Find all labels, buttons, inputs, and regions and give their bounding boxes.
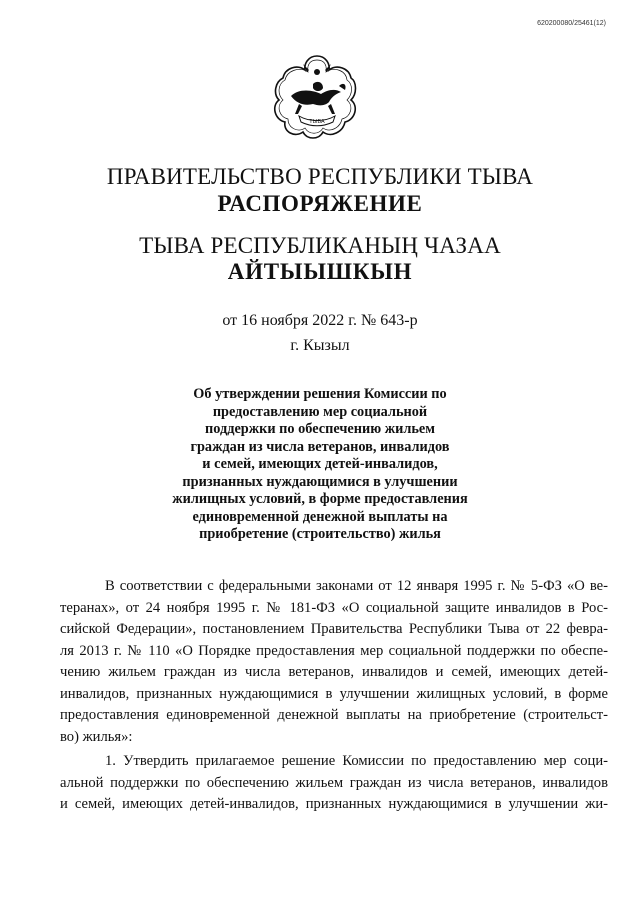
- title-line: поддержки по обеспечению жильем: [205, 421, 435, 437]
- paragraph-line: теранах», от 24 ноября 1995 г. № 181-ФЗ «О социальной защите инвалидов в Рос-: [60, 599, 608, 616]
- paragraph-line: чению жильем граждан из числа ветеранов, инвалидов и семей, имеющих детей-: [60, 664, 608, 680]
- preamble-paragraph: [60, 576, 608, 748]
- paragraph-line: В соответствии с федеральными законами от 12 января 1995 г. № 5-ФЗ «О ве-: [105, 578, 608, 594]
- document-type-tyv: АЙТЫЫШКЫН: [227, 259, 413, 284]
- government-title-tyv: ТЫВА РЕСПУБЛИКАНЫҢ ЧАЗАА: [139, 233, 501, 258]
- title-line: признанных нуждающимися в улучшении: [182, 473, 458, 490]
- paragraph-line: и семей, имеющих детей-инвалидов, признанных нуждающимися в улучшении жи-: [60, 796, 608, 812]
- title-line: единовременной денежной выплаты на: [192, 508, 448, 525]
- title-line: жилищных условий, в форме предоставления: [172, 491, 468, 507]
- document-type-ru: РАСПОРЯЖЕНИЕ: [217, 191, 423, 216]
- title-line: и семей, имеющих детей-инвалидов,: [202, 456, 438, 472]
- paragraph-line: ля 2013 г. № 110 «О Порядке предоставления мер социальной поддержки по обеспе-: [60, 642, 608, 659]
- tuva-coat-of-arms-icon: [269, 50, 365, 146]
- paragraph-line: предоставления единовременной денежной выплаты на приобретение (строительст-: [60, 707, 608, 723]
- government-title-ru: ПРАВИТЕЛЬСТВО РЕСПУБЛИКИ ТЫВА: [106, 164, 534, 189]
- title-line: Об утверждении решения Комиссии по: [193, 386, 447, 402]
- document-city: г. Кызыл: [290, 337, 350, 354]
- document-date-number: от 16 ноября 2022 г. № 643-р: [222, 312, 418, 329]
- item-1-paragraph: [60, 751, 608, 816]
- paragraph-line: во) жилья»:: [60, 728, 133, 745]
- document-title: [150, 386, 490, 544]
- document-code: 620200080/25461(12): [537, 20, 606, 27]
- title-line: предоставлению мер социальной: [212, 403, 428, 420]
- paragraph-line: сийской Федерации», постановлением Правительства Республики Тыва от 22 февра-: [60, 621, 608, 637]
- title-line: граждан из числа ветеранов, инвалидов: [190, 438, 450, 455]
- emblem-label: ТЫВА: [309, 119, 325, 125]
- title-line: приобретение (строительство) жилья: [199, 526, 441, 542]
- paragraph-line: альной поддержки по обеспечению жильем граждан из числа ветеранов, инвалидов: [60, 774, 608, 791]
- paragraph-line: инвалидов, признанных нуждающимися в улучшении жилищных условий, в форме: [60, 685, 608, 702]
- paragraph-line: 1. Утвердить прилагаемое решение Комиссии по предоставлению мер соци-: [105, 753, 608, 769]
